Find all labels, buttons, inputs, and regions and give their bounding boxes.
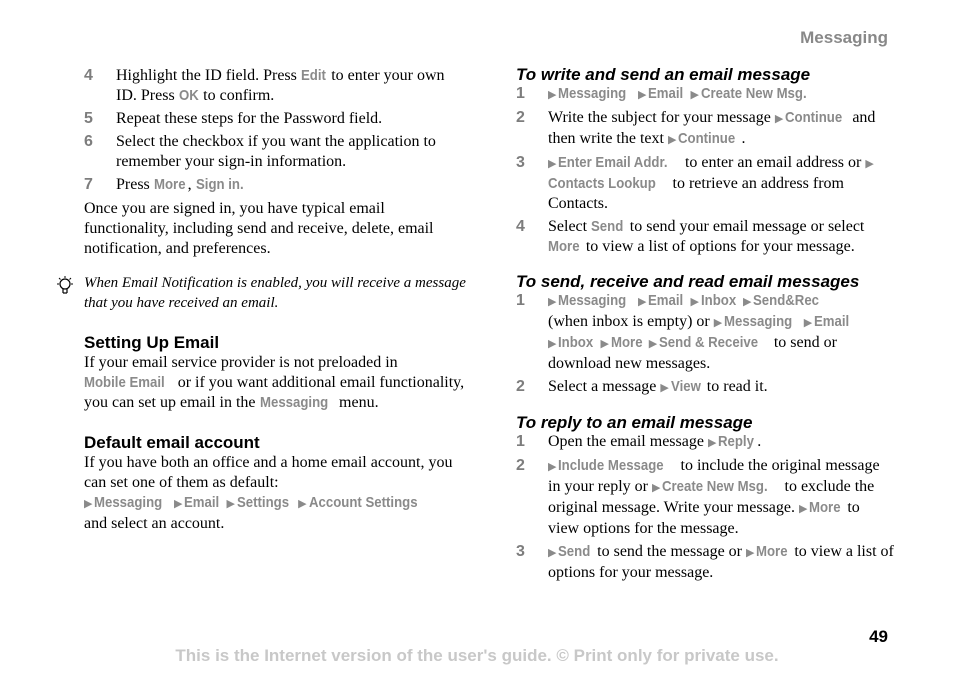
arrow-icon: ▶	[548, 546, 557, 559]
menu-path-item: Messaging	[724, 313, 793, 330]
arrow-icon: ▶	[600, 337, 609, 350]
step-text: to send your email message or select	[625, 218, 865, 235]
step-text: to send the message or	[593, 543, 747, 560]
softkey-more: More	[756, 543, 789, 560]
tip-note	[84, 273, 468, 313]
lightbulb-icon	[54, 275, 76, 297]
step-text: .	[757, 433, 762, 450]
setup-text: If your email service provider is not preloaded in	[84, 354, 398, 371]
arrow-icon: ▶	[651, 481, 661, 494]
arrow-icon: ▶	[660, 381, 669, 394]
softkey-send: Send	[558, 543, 591, 560]
arrow-icon: ▶	[638, 295, 647, 308]
step-6	[84, 132, 468, 172]
menu-path-item: Email	[648, 292, 684, 309]
arrow-icon: ▶	[548, 295, 557, 308]
setup-paragraph	[84, 353, 468, 413]
arrow-icon: ▶	[84, 497, 93, 510]
step-text: Repeat these steps for the Password field.	[116, 110, 383, 127]
step-number: 4	[516, 218, 525, 235]
menu-path-item: Email	[814, 313, 850, 330]
menu-path-item: Messaging	[94, 494, 163, 511]
step-text: to send or download new messages.	[548, 334, 837, 372]
menu-mobile-email: Mobile Email	[84, 374, 165, 391]
step-number: 1	[516, 292, 525, 309]
menu-path-item: Send&Rec	[753, 292, 820, 309]
setup-text: menu.	[335, 394, 379, 411]
step-text: (when inbox is empty) or	[548, 313, 714, 330]
arrow-icon: ▶	[548, 337, 557, 350]
menu-path-item: Messaging	[558, 292, 627, 309]
step-number: 3	[516, 154, 525, 171]
step-7	[84, 175, 468, 195]
softkey-reply: Reply	[718, 433, 755, 450]
arrow-icon: ▶	[667, 133, 677, 146]
step-text: Select a message	[548, 378, 661, 395]
menu-path-item: Settings	[236, 494, 290, 511]
right-column	[516, 66, 894, 586]
menu-path-item: Send & Receive	[659, 334, 759, 351]
step-number: 1	[516, 433, 525, 450]
default-paragraph	[84, 453, 468, 534]
step-text: to include the original message in your reply or	[548, 457, 880, 495]
reply-step-3	[516, 542, 894, 583]
step-text: to enter your own ID. Press	[116, 67, 445, 104]
step-number: 2	[516, 109, 525, 126]
softkey-more: More	[548, 238, 580, 255]
write-step-3	[516, 153, 894, 214]
arrow-icon: ▶	[174, 497, 183, 510]
step-number: 5	[84, 110, 93, 127]
softkey-more: More	[809, 499, 842, 516]
step-text: .	[741, 130, 746, 147]
default-end-text: and select an account.	[84, 515, 225, 532]
arrow-icon: ▶	[690, 295, 699, 308]
menu-path-item: Email	[648, 85, 684, 102]
heading-write-send: To write and send an email message	[516, 65, 811, 84]
heading-setting-up-email: Setting Up Email	[84, 333, 220, 352]
arrow-icon: ▶	[713, 316, 723, 329]
write-step-1	[516, 84, 894, 105]
setup-text: or if you want additional email functionality, you can set up email in the	[84, 374, 465, 411]
write-step-2	[516, 108, 894, 150]
arrow-icon: ▶	[638, 88, 647, 101]
reply-step-1	[516, 432, 894, 453]
step-number: 2	[516, 457, 525, 474]
menu-contacts-lookup: Contacts Lookup	[548, 175, 656, 192]
step-text: Open the email message	[548, 433, 708, 450]
section-title: Messaging	[800, 28, 888, 47]
step-text: ,	[187, 176, 196, 193]
heading-default-email-account: Default email account	[84, 433, 260, 452]
default-text: If you have both an office and a home email account, you can set one of them as default:	[84, 454, 453, 491]
step-text: Highlight the ID field. Press	[116, 67, 301, 84]
reply-step-2	[516, 456, 894, 539]
menu-path-item: Inbox	[700, 292, 737, 309]
step-text: to enter an email address or	[680, 154, 866, 171]
arrow-icon: ▶	[746, 546, 755, 559]
step-text: Write the subject for your message	[548, 109, 775, 126]
step-text: to read it.	[702, 378, 768, 395]
softkey-continue: Continue	[785, 109, 843, 126]
tip-text: When Email Notification is enabled, you will receive a message that you have received an email.	[84, 275, 466, 311]
menu-enter-email-addr: Enter Email Addr.	[558, 154, 669, 171]
menu-path-item: Email	[184, 494, 220, 511]
step-number: 2	[516, 378, 525, 395]
arrow-icon: ▶	[548, 460, 557, 473]
step-text: Press	[116, 176, 154, 193]
arrow-icon: ▶	[226, 497, 235, 510]
arrow-icon: ▶	[799, 502, 808, 515]
step-number: 1	[516, 85, 525, 102]
step-4	[84, 66, 468, 106]
write-step-4	[516, 217, 894, 257]
arrow-icon: ▶	[742, 295, 752, 308]
arrow-icon: ▶	[774, 112, 784, 125]
page-number: 49	[869, 627, 888, 646]
heading-send-receive: To send, receive and read email messages	[516, 272, 860, 291]
step-5	[84, 109, 468, 129]
intro-paragraph: Once you are signed in, you have typical email functionality, including send and receive, delete, email notification, and preferences.	[84, 200, 434, 257]
arrow-icon: ▶	[548, 88, 557, 101]
left-column	[84, 66, 468, 534]
softkey-view: View	[670, 378, 701, 395]
softkey-edit: Edit	[300, 67, 326, 84]
softkey-ok: OK	[178, 87, 199, 104]
menu-include-message: Include Message	[558, 457, 665, 474]
step-number: 3	[516, 543, 525, 560]
heading-reply: To reply to an email message	[516, 413, 753, 432]
step-text: to exclude the original message. Write your message.	[548, 478, 875, 516]
softkey-more: More	[153, 176, 186, 193]
receive-step-2	[516, 377, 894, 398]
step-text: to retrieve an address from Contacts.	[548, 175, 844, 212]
arrow-icon: ▶	[298, 497, 307, 510]
step-text: Select	[548, 218, 592, 235]
step-number: 6	[84, 133, 93, 150]
softkey-send: Send	[591, 218, 624, 235]
arrow-icon: ▶	[690, 88, 699, 101]
arrow-icon: ▶	[548, 157, 557, 170]
step-text: to confirm.	[199, 87, 275, 104]
arrow-icon: ▶	[865, 157, 874, 170]
step-text: to view a list of options for your message.	[548, 543, 894, 581]
arrow-icon: ▶	[707, 436, 717, 449]
footer-notice: This is the Internet version of the user's guide. © Print only for private use.	[175, 646, 779, 665]
step-text: to view options for the message.	[548, 499, 860, 537]
step-text: and then write the text	[548, 109, 876, 147]
menu-path-item: Messaging	[558, 85, 627, 102]
step-text: Select the checkbox if you want the application to remember your sign-in information.	[116, 133, 436, 170]
arrow-icon: ▶	[648, 337, 658, 350]
menu-path-item: Account Settings	[308, 494, 418, 511]
step-number: 7	[84, 176, 93, 193]
menu-messaging: Messaging	[259, 394, 328, 411]
step-text: to view a list of options for your message.	[581, 238, 855, 255]
menu-path-item: Inbox	[558, 334, 594, 351]
receive-step-1	[516, 291, 894, 374]
menu-path-item: More	[610, 334, 643, 351]
arrow-icon: ▶	[803, 316, 813, 329]
menu-path-item: Create New Msg.	[700, 85, 807, 102]
step-number: 4	[84, 67, 93, 84]
softkey-sign-in: Sign in.	[195, 176, 244, 193]
menu-create-new-msg: Create New Msg.	[662, 478, 769, 495]
softkey-continue: Continue	[678, 130, 736, 147]
